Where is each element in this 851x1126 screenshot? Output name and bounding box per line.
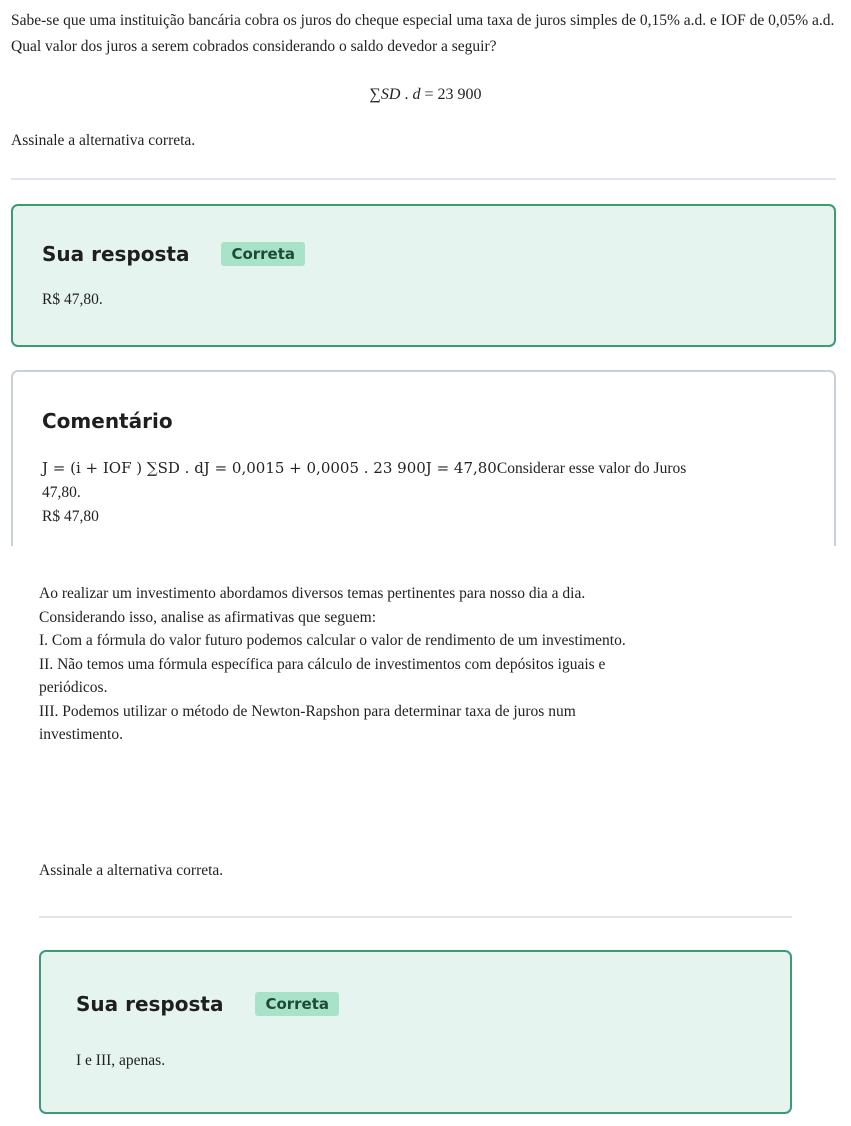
- comment-formula-suffix: Considerar esse valor do Juros: [496, 460, 687, 477]
- answer-card-2: [39, 950, 792, 1114]
- answer-value: R$ 47,80.: [42, 291, 103, 308]
- question-1-prompt: Assinale a alternativa correta.: [11, 132, 196, 149]
- question-2-prompt: Assinale a alternativa correta.: [39, 862, 224, 879]
- formula-result: = 23 900: [420, 86, 482, 103]
- answer-title: Sua resposta: [76, 992, 224, 1016]
- divider: [11, 178, 836, 180]
- formula-sd: SD: [380, 86, 401, 103]
- status-badge: Correta: [221, 242, 305, 266]
- question-2-line: Ao realizar um investimento abordamos diversos temas pertinentes para nosso dia a dia.: [39, 585, 586, 602]
- comment-card: [11, 370, 836, 546]
- divider: [39, 916, 792, 918]
- question-2-line: III. Podemos utilizar o método de Newton-Rapshon para determinar taxa de juros num: [39, 702, 576, 720]
- question-2-line: investimento.: [39, 726, 123, 743]
- question-2-line: Considerando isso, analise as afirmativas que seguem:: [39, 608, 377, 626]
- question-1-text: Sabe-se que uma instituição bancária cobra os juros do cheque especial uma taxa de juros simples de 0,15% a.d. e IOF de 0,05% a.d. Qual valor dos juros a serem cobrados considerando o saldo devedor a seguir?: [11, 12, 835, 55]
- sum-symbol: ∑: [369, 86, 381, 103]
- question-2-line: periódicos.: [39, 679, 108, 696]
- comment-title: Comentário: [42, 409, 173, 433]
- comment-formula: J = (i + IOF ) ∑SD . dJ = 0,0015 + 0,0005 . 23 900J = 47,80: [42, 459, 497, 477]
- status-badge: Correta: [255, 992, 339, 1016]
- answer-value: I e III, apenas.: [76, 1052, 166, 1069]
- comment-formula-line: [42, 456, 822, 481]
- question-2: [39, 582, 799, 747]
- question-1: [11, 8, 841, 60]
- formula-dot: .: [400, 86, 413, 103]
- answer-title: Sua resposta: [42, 242, 190, 266]
- question-2-line: I. Com a fórmula do valor futuro podemos calcular o valor de rendimento de um investimento.: [39, 632, 626, 649]
- comment-line-3: R$ 47,80: [42, 508, 99, 525]
- comment-line-2: 47,80.: [42, 484, 81, 501]
- answer-card-1: [11, 204, 836, 347]
- formula-d: d: [412, 86, 421, 103]
- question-2-line: II. Não temos uma fórmula específica para cálculo de investimentos com depósitos iguais e: [39, 655, 606, 673]
- question-1-formula: [0, 86, 851, 104]
